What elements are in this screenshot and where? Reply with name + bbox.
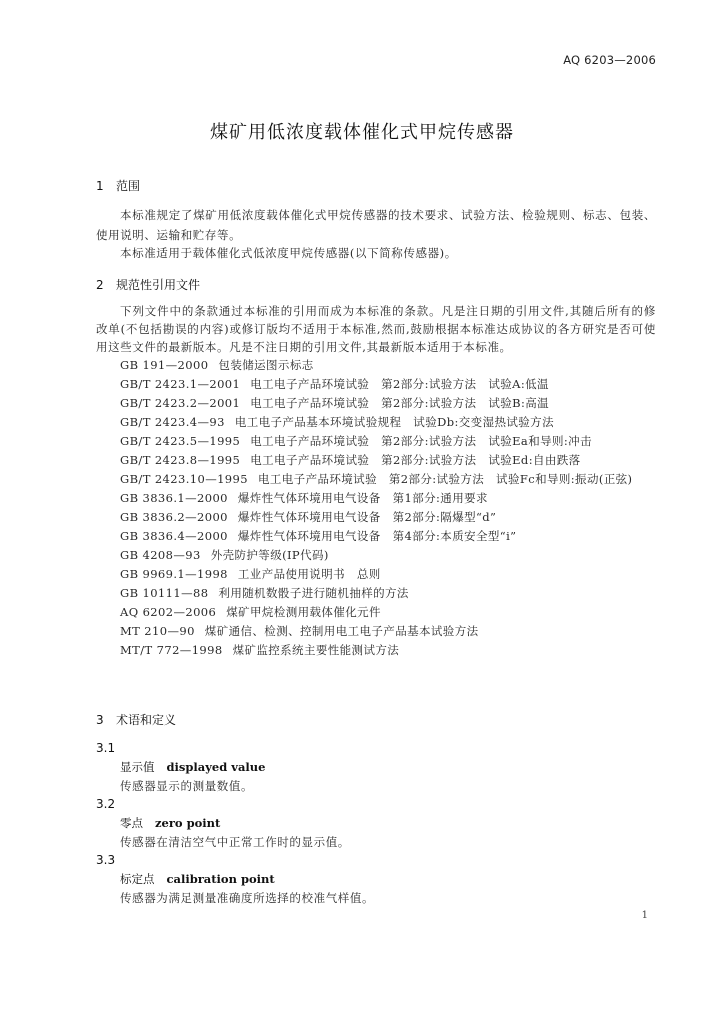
- page-number: 1: [641, 910, 648, 921]
- term-definition: 传感器显示的测量数值。: [120, 779, 254, 793]
- reference-title: 外壳防护等级(IP代码): [210, 548, 329, 562]
- reference-item: [96, 413, 656, 432]
- reference-title: 爆炸性气体环境用电气设备 第2部分:隔爆型“d”: [237, 510, 497, 524]
- reference-title: 煤矿通信、检测、控制用电工电子产品基本试验方法: [204, 624, 479, 638]
- reference-item: [96, 622, 656, 641]
- reference-title: 爆炸性气体环境用电气设备 第4部分:本质安全型“i”: [237, 529, 517, 543]
- reference-item: [96, 603, 656, 622]
- reference-list: [96, 356, 656, 660]
- reference-item: [96, 451, 656, 470]
- reference-code: GB 10111—88: [120, 586, 209, 600]
- reference-code: GB 9969.1—1998: [120, 567, 228, 581]
- reference-code: GB/T 2423.2—2001: [120, 396, 241, 410]
- scope-paragraph-2: 本标准适用于载体催化式低浓度甲烷传感器(以下简称传感器)。: [120, 246, 457, 260]
- reference-item: [96, 470, 656, 489]
- reference-code: GB/T 2423.5—1995: [120, 434, 241, 448]
- reference-item: [96, 527, 656, 546]
- reference-item: [96, 489, 656, 508]
- section-title: 范围: [116, 179, 141, 193]
- term-zh: 零点: [120, 816, 143, 830]
- reference-title: 煤矿甲烷检测用载体催化元件: [226, 605, 381, 619]
- term-zh: 显示值: [120, 760, 155, 774]
- term-en: displayed value: [166, 760, 266, 774]
- section-title: 术语和定义: [116, 713, 177, 727]
- reference-code: GB 3836.4—2000: [120, 529, 228, 543]
- term-name: [120, 759, 265, 775]
- term-number: 3.1: [96, 741, 116, 755]
- section-number: 1: [96, 179, 104, 193]
- reference-title: 电工电子产品环境试验 第2部分:试验方法 试验B:高温: [250, 396, 550, 410]
- section-title: 规范性引用文件: [116, 278, 201, 292]
- term-name: [120, 871, 275, 887]
- reference-title: 爆炸性气体环境用电气设备 第1部分:通用要求: [237, 491, 488, 505]
- reference-item: [96, 508, 656, 527]
- term-number: 3.2: [96, 797, 116, 811]
- reference-item: [96, 432, 656, 451]
- reference-item: [96, 375, 656, 394]
- reference-title: 电工电子产品基本环境试验规程 试验Db:交变湿热试验方法: [234, 415, 554, 429]
- reference-title: 利用随机数骰子进行随机抽样的方法: [218, 586, 409, 600]
- reference-code: GB 3836.2—2000: [120, 510, 228, 524]
- reference-code: MT 210—90: [120, 624, 195, 638]
- reference-item: [96, 546, 656, 565]
- reference-title: 电工电子产品环境试验 第2部分:试验方法 试验Fc和导则:振动(正弦): [257, 472, 633, 486]
- reference-title: 煤矿监控系统主要性能测试方法: [232, 643, 400, 657]
- reference-code: GB/T 2423.1—2001: [120, 377, 241, 391]
- term-number: 3.3: [96, 853, 116, 867]
- reference-code: MT/T 772—1998: [120, 643, 223, 657]
- term-definition: 传感器在清洁空气中正常工作时的显示值。: [120, 835, 350, 849]
- reference-code: GB 191—2000: [120, 358, 209, 372]
- reference-title: 包装储运图示标志: [218, 358, 314, 372]
- reference-code: GB/T 2423.8—1995: [120, 453, 241, 467]
- scope-paragraph-1: 本标准规定了煤矿用低浓度载体催化式甲烷传感器的技术要求、试验方法、检验规则、标志、包装、使用说明、运输和贮存等。: [96, 208, 656, 242]
- document-title: 煤矿用低浓度载体催化式甲烷传感器: [210, 122, 514, 143]
- reference-item: [96, 641, 656, 660]
- term-en: zero point: [155, 816, 221, 830]
- section-number: 2: [96, 278, 104, 292]
- reference-code: AQ 6202—2006: [120, 605, 217, 619]
- section-3-heading: [96, 711, 176, 728]
- reference-code: GB 4208—93: [120, 548, 201, 562]
- references-intro: 下列文件中的条款通过本标准的引用而成为本标准的条款。凡是注日期的引用文件,其随后所有的修改单(不包括勘误的内容)或修订版均不适用于本标准,然而,鼓励根据本标准达成协议的各方研究是否可使用这些文件的最新版本。凡是不注日期的引用文件,其最新版本适用于本标准。: [96, 304, 656, 354]
- term-en: calibration point: [166, 872, 275, 886]
- reference-code: GB/T 2423.4—93: [120, 415, 225, 429]
- term-name: [120, 815, 220, 831]
- term-definition: 传感器为满足测量准确度所选择的校准气样值。: [120, 891, 375, 905]
- reference-code: GB/T 2423.10—1995: [120, 472, 248, 486]
- reference-title: 工业产品使用说明书 总则: [237, 567, 381, 581]
- reference-item: [96, 356, 656, 375]
- reference-title: 电工电子产品环境试验 第2部分:试验方法 试验Ed:自由跌落: [250, 453, 581, 467]
- term-zh: 标定点: [120, 872, 155, 886]
- section-1-heading: [96, 177, 140, 194]
- section-2-heading: [96, 276, 200, 293]
- reference-item: [96, 584, 656, 603]
- reference-item: [96, 394, 656, 413]
- standard-code: AQ 6203—2006: [563, 53, 656, 67]
- reference-title: 电工电子产品环境试验 第2部分:试验方法 试验A:低温: [250, 377, 549, 391]
- reference-code: GB 3836.1—2000: [120, 491, 228, 505]
- reference-title: 电工电子产品环境试验 第2部分:试验方法 试验Ea和导则:冲击: [250, 434, 592, 448]
- reference-item: [96, 565, 656, 584]
- section-number: 3: [96, 713, 104, 727]
